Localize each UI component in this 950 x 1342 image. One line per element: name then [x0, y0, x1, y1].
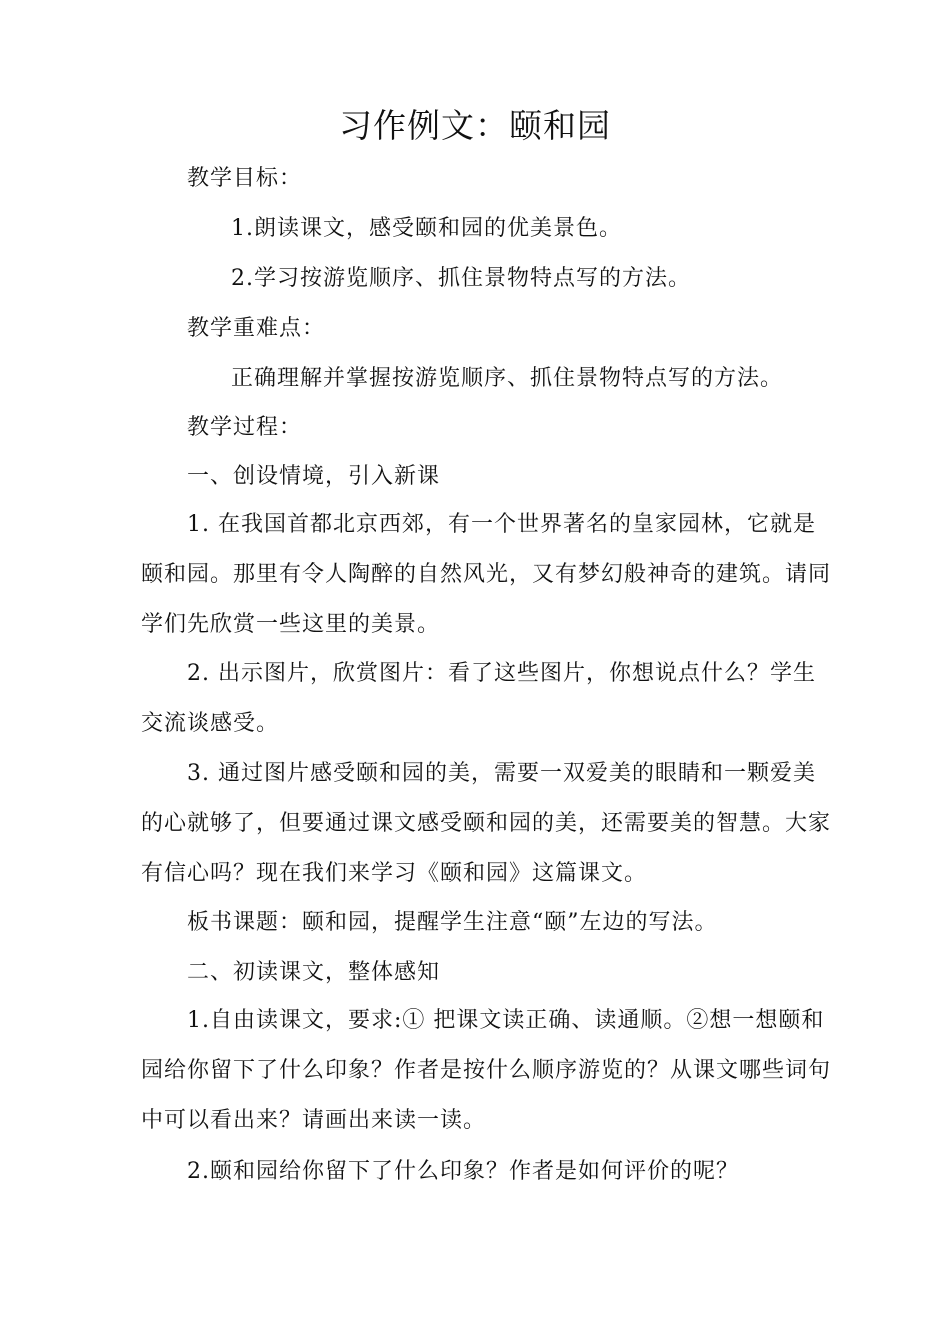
- section-2-item-2: 2.颐和园给你留下了什么印象？作者是如何评价的呢？: [187, 1159, 739, 1184]
- section-1-heading: 一、创设情境，引入新课: [187, 464, 441, 489]
- objective-item-1: 1.朗读课文，感受颐和园的优美景色。: [231, 216, 622, 241]
- section-1-item-2: 2. 出示图片，欣赏图片：看了这些图片，你想说点什么？学生交流谈感受。: [141, 661, 816, 736]
- key-points-heading: 教学重难点：: [187, 316, 326, 341]
- document-title: 习作例文：颐和园: [339, 106, 611, 145]
- section-1-item-3: 3. 通过图片感受颐和园的美，需要一双爱美的眼睛和一颗爱美的心就够了，但要通过课文感受颐和园的美，还需要美的智慧。大家有信心吗？现在我们来学习《颐和园》这篇课文。: [141, 761, 832, 886]
- objectives-heading: 教学目标：: [187, 166, 303, 191]
- board-title-note: 板书课题：颐和园，提醒学生注意“颐”左边的写法。: [187, 910, 718, 935]
- process-heading: 教学过程：: [187, 415, 303, 440]
- section-2-item-1: 1.自由读课文，要求:① 把课文读正确、读通顺。②想一想颐和园给你留下了什么印象？作者是按什么顺序游览的？从课文哪些词句中可以看出来？请画出来读一读。: [141, 1008, 832, 1133]
- section-2-heading: 二、初读课文，整体感知: [187, 960, 441, 985]
- objective-item-2: 2.学习按游览顺序、抓住景物特点写的方法。: [231, 266, 691, 291]
- key-points-text: 正确理解并掌握按游览顺序、抓住景物特点写的方法。: [231, 366, 784, 391]
- section-1-item-1: 1. 在我国首都北京西郊，有一个世界著名的皇家园林，它就是颐和园。那里有令人陶醉的自然风光，又有梦幻般神奇的建筑。请同学们先欣赏一些这里的美景。: [141, 512, 832, 637]
